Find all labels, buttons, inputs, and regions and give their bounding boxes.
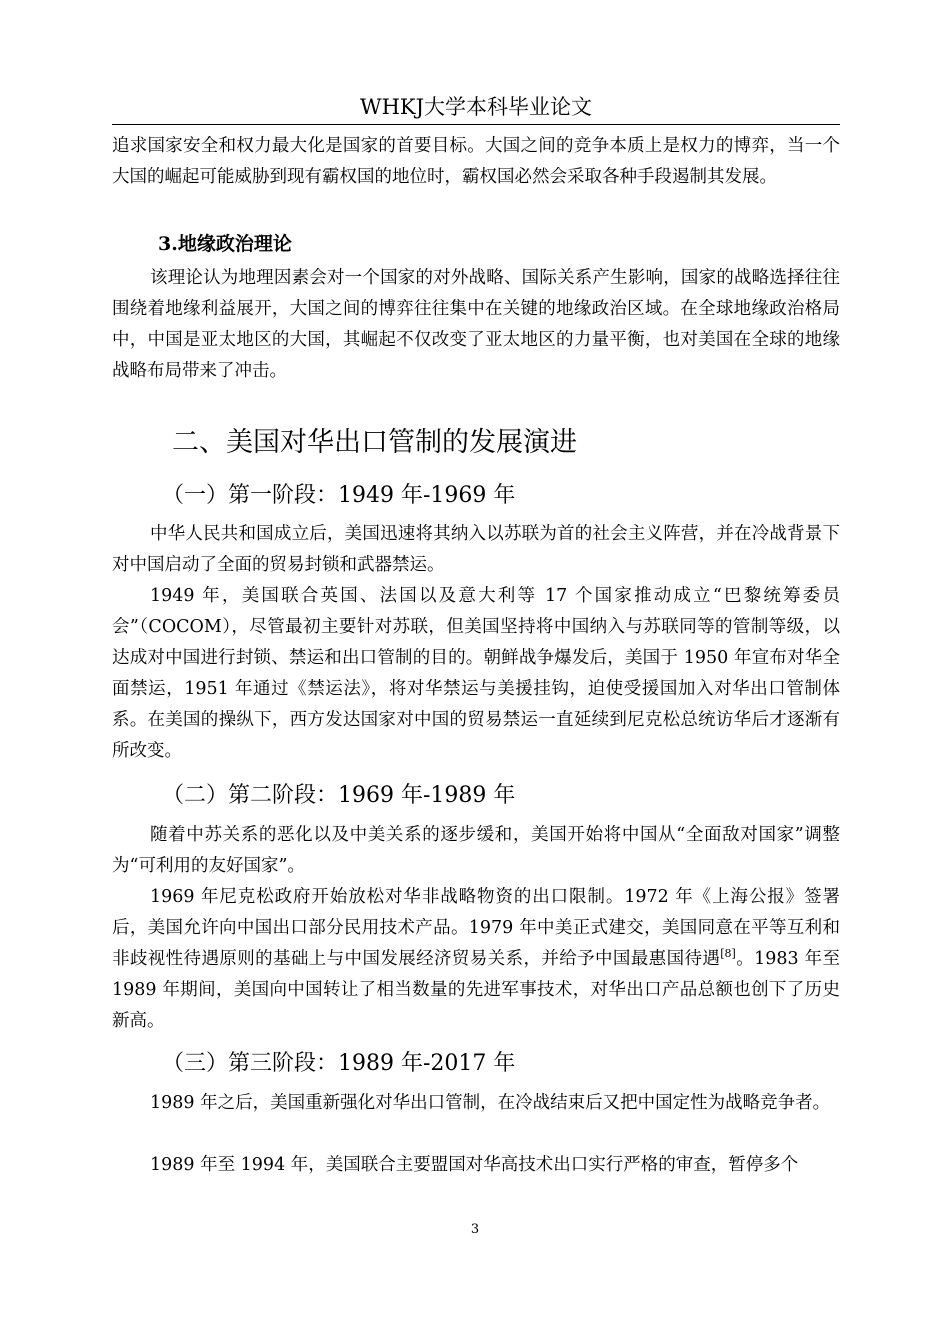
section-3-paragraph: 该理论认为地理因素会对一个国家的对外战略、国际关系产生影响，国家的战略选择往往围绕着地缘利益展开，大国之间的博弈往往集中在关键的地缘政治区域。在全球地缘政治格局中，中国是亚太地区的大国，其崛起不仅改变了亚太地区的力量平衡，也对美国在全球的地缘战略布局带来了冲击。: [112, 268, 840, 381]
stage-2-paragraph-2-end: 。1983 年至 1989 年期间，美国向中国转让了相当数量的先进军事技术，对华出口产品总额也创下了历史新高。: [112, 949, 841, 1031]
section-3-heading: 3.地缘政治理论: [158, 233, 292, 255]
stage-2-paragraph-2-text: 1969 年尼克松政府开始放松对华非战略物资的出口限制。1972 年《上海公报》签署后，美国允许向中国出口部分民用技术产品。1979 年中美正式建交，美国同意在平等互利和非歧视性待遇原则的基础上与中国发展经济贸易关系，并给予中国最惠国待遇: [112, 887, 840, 969]
citation-reference[interactable]: [8]: [720, 947, 736, 961]
page-header: WHKJ大学本科毕业论文: [359, 95, 592, 119]
stage-2-paragraph-2: [112, 882, 840, 1037]
chapter-2-heading: 二、美国对华出口管制的发展演进: [172, 427, 577, 458]
stage-1-paragraph-2: 1949 年，美国联合英国、法国以及意大利等 17 个国家推动成立“巴黎统筹委员会”（COCOM），尽管最初主要针对苏联，但美国坚持将中国纳入与苏联同等的管制等级，以达成对中国进行封锁、禁运和出口管制的目的。朝鲜战争爆发后，美国于 1950 年宣布对华全面禁运，1951 年通过《禁运法》，将对华禁运与美援挂钩，迫使受援国加入对华出口管制体系。在美国的操纵下，西方发达国家对中国的贸易禁运一直延续到尼克松总统访华后才逐渐有所改变。: [112, 586, 840, 761]
header-divider: [112, 124, 840, 125]
stage-2-heading: （二）第二阶段：1969 年-1989 年: [162, 783, 516, 808]
page-number: 3: [470, 1222, 480, 1237]
intro-paragraph: 追求国家安全和权力最大化是国家的首要目标。大国之间的竞争本质上是权力的博弈，当一个大国的崛起可能威胁到现有霸权国的地位时，霸权国必然会采取各种手段遏制其发展。: [112, 136, 840, 187]
stage-3-heading: （三）第三阶段：1989 年-2017 年: [162, 1051, 516, 1076]
stage-1-heading: （一）第一阶段：1949 年-1969 年: [162, 483, 516, 508]
stage-3-paragraph-2: 1989 年至 1994 年，美国联合主要盟国对华高技术出口实行严格的审查，暂停多个: [150, 1155, 799, 1175]
stage-1-paragraph-1: 中华人民共和国成立后，美国迅速将其纳入以苏联为首的社会主义阵营，并在冷战背景下对中国启动了全面的贸易封锁和武器禁运。: [112, 524, 840, 575]
stage-3-paragraph-1: 1989 年之后，美国重新强化对华出口管制，在冷战结束后又把中国定性为战略竞争者。: [150, 1093, 831, 1113]
stage-2-paragraph-1: 随着中苏关系的恶化以及中美关系的逐步缓和，美国开始将中国从“全面敌对国家”调整为“可利用的友好国家”。: [112, 825, 840, 876]
